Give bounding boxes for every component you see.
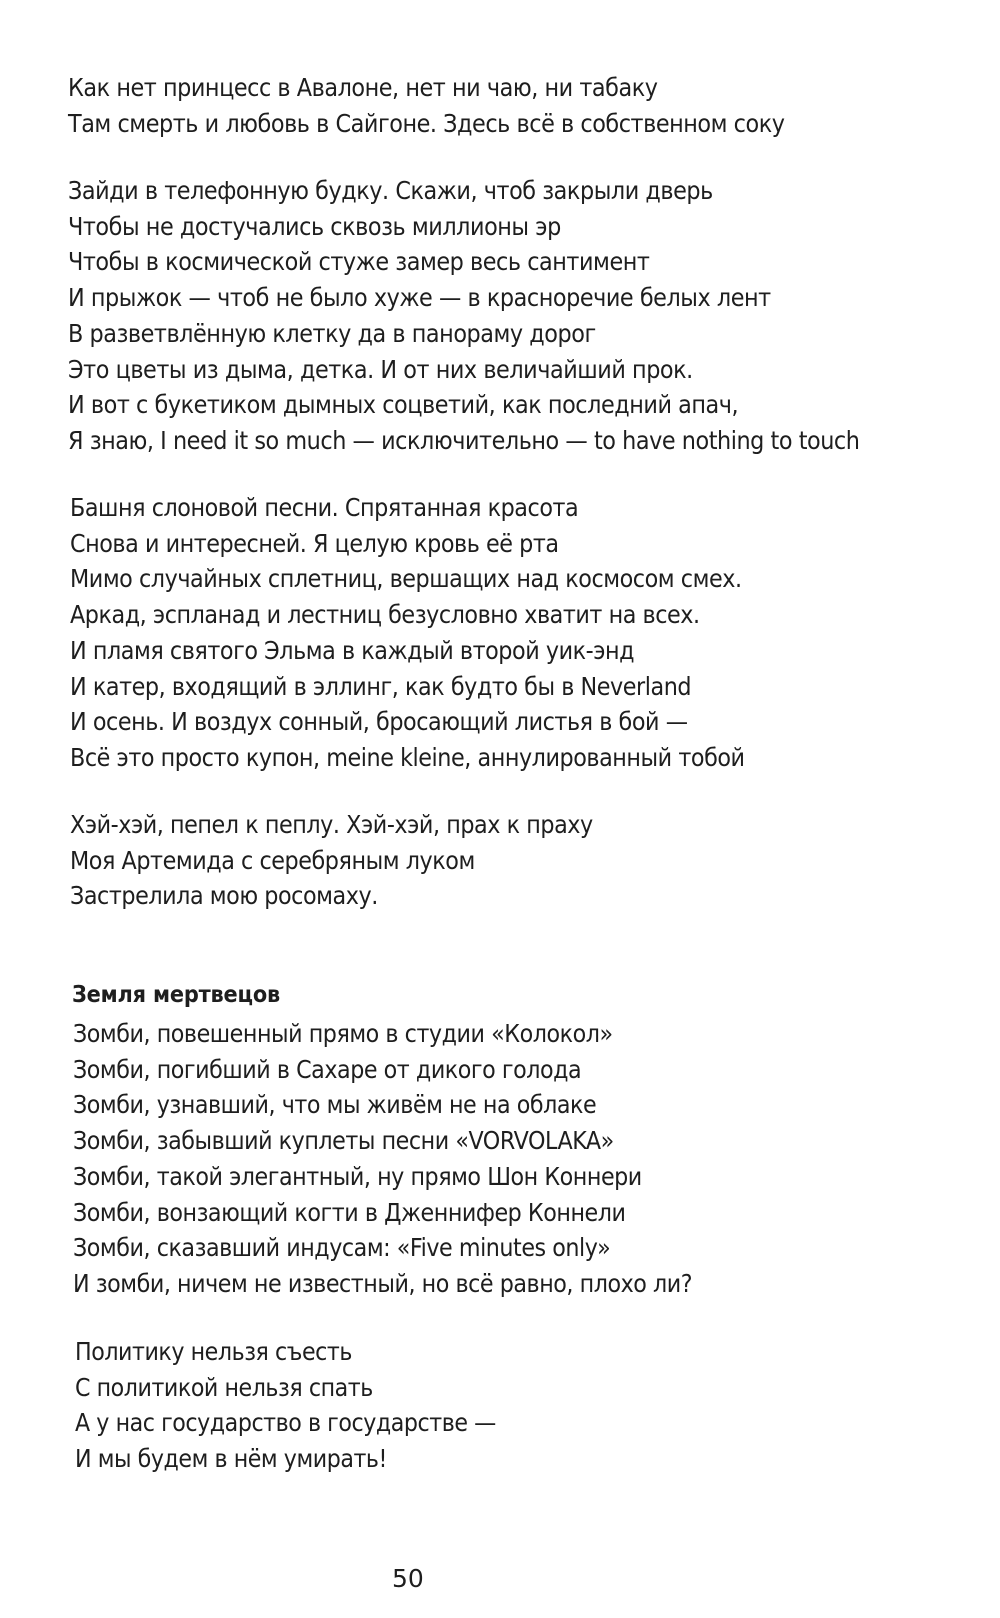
poem-line: И катер, входящий в эллинг, как будто бы в Neverland [70,671,692,701]
poem-line: Зомби, такой элегантный, ну прямо Шон Коннери [73,1161,642,1191]
poem-line: Я знаю, I need it so much — исключительно — to have nothing to touch [68,425,860,455]
poem-line: И мы будем в нём умирать! [75,1444,387,1474]
poem-line: В разветвлённую клетку да в панораму дорог [68,318,596,348]
poem-line: Моя Артемида с серебряным луком [70,845,475,875]
page-number: 50 [392,1564,424,1593]
poem-line: Всё это просто купон, meine kleine, аннулированный тобой [70,742,745,772]
poem-line: Как нет принцесс в Авалоне, нет ни чаю, ни табаку [68,73,658,102]
poem2-stanza2 [75,1334,1000,1477]
poem1-stanza2 [68,173,1000,459]
poem1-stanza1 [68,70,1000,141]
poem-line: Аркад, эспланад и лестниц безусловно хватит на всех. [70,600,700,630]
poem-line: И зомби, ничем не известный, но всё равно, плохо ли? [73,1268,693,1298]
poem-line: И пламя святого Эльма в каждый второй уик-энд [70,635,635,665]
poem-line: Зомби, вонзающий когти в Дженнифер Коннели [73,1197,626,1227]
poem-line: Это цветы из дыма, детка. И от них величайший прок. [68,354,693,384]
poem-line: Чтобы не достучались сквозь миллионы эр [68,211,561,241]
poem-line: Снова и интересней. Я целую кровь её рта [70,528,559,558]
poem-line: Зайди в телефонную будку. Скажи, чтоб закрыли дверь [68,176,713,205]
poem1-stanza3 [70,490,1000,776]
poem-line: А у нас государство в государстве — [75,1408,496,1438]
poem-line: И осень. И воздух сонный, бросающий листья в бой — [70,707,688,737]
poem-line: И прыжок — чтоб не было хуже — в красноречие белых лент [68,283,771,313]
poem-title: Земля мертвецов [72,982,281,1008]
poem-line: Чтобы в космической стуже замер весь сантимент [68,247,650,277]
poem-line: Хэй-хэй, пепел к пеплу. Хэй-хэй, прах к праху [70,810,593,839]
poem2-stanza1 [73,1016,1000,1302]
poem-line: Зомби, повешенный прямо в студии «Колокол» [73,1019,613,1048]
poem-line: Башня слоновой песни. Спрятанная красота [70,493,579,522]
poem-line: Зомби, погибший в Сахаре от дикого голода [73,1054,582,1084]
poem-line: Зомби, узнавший, что мы живём не на облаке [73,1090,597,1120]
poem-line: С политикой нельзя спать [75,1372,373,1402]
poem-line: Там смерть и любовь в Сайгоне. Здесь всё в собственном соку [68,108,785,138]
poem-line: Мимо случайных сплетниц, вершащих над космосом смех. [70,564,742,594]
poem1-stanza4 [70,807,1000,914]
poem2-title-block [72,979,1000,1011]
poem-line: Застрелила мою росомаху. [70,881,378,911]
poem-line: И вот с букетиком дымных соцветий, как последний апач, [68,390,739,420]
poem-line: Зомби, сказавший индусам: «Five minutes only» [73,1233,611,1263]
poem-line: Политику нельзя съесть [75,1337,352,1366]
poem-line: Зомби, забывший куплеты песни «VORVOLAKA» [73,1126,614,1156]
